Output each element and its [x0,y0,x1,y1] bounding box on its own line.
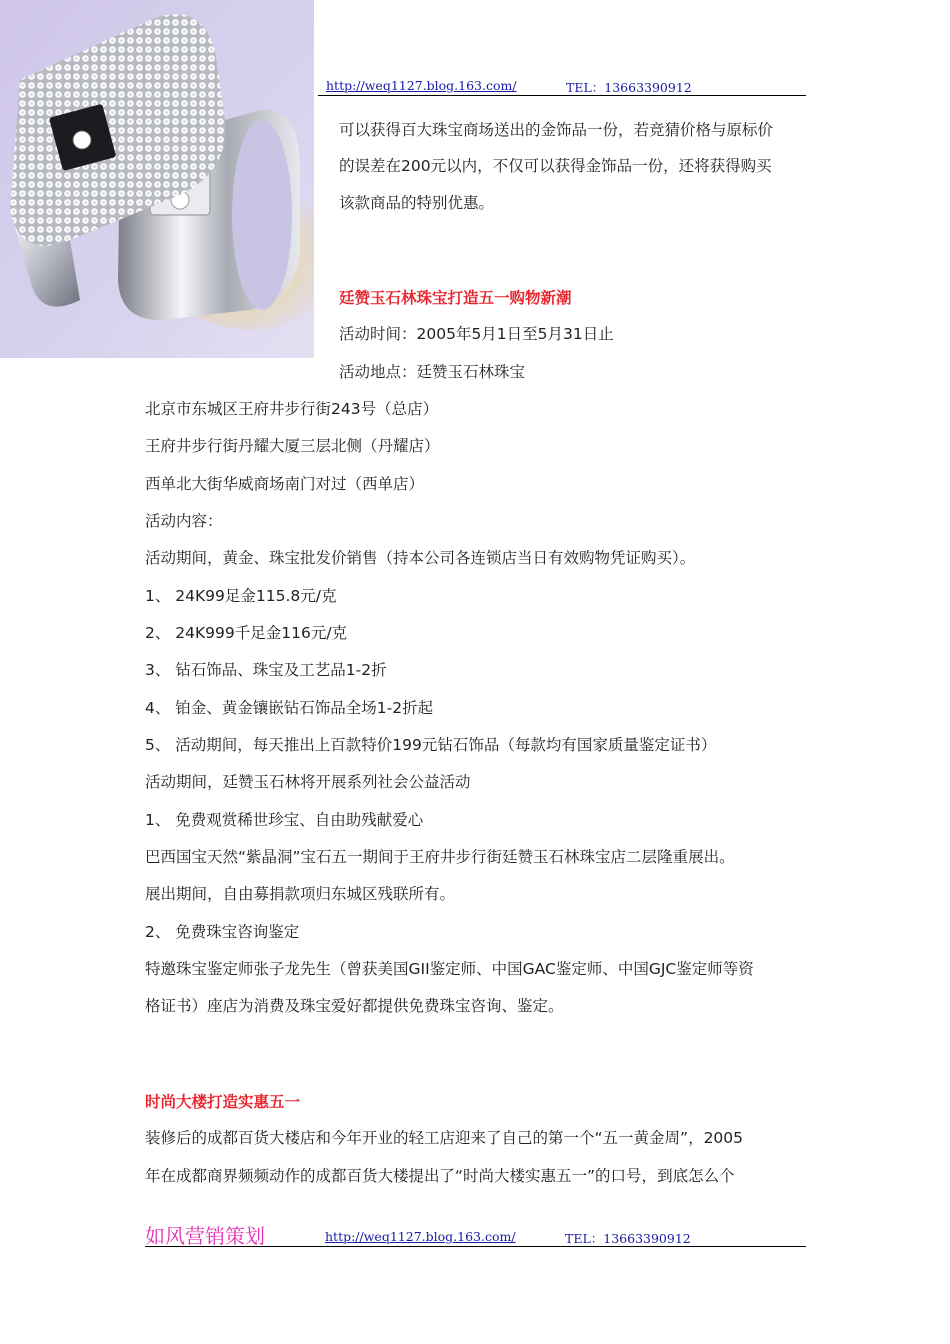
footer-tel: TEL：13663390912 [565,1231,691,1246]
jewelry-ring-photo [0,0,314,358]
list-item: 2、 免费珠宝咨询鉴定 [145,923,300,941]
paragraph-line: 北京市东城区王府井步行街243号（总店） [145,400,439,418]
list-item: 3、 钻石饰品、珠宝及工艺品1-2折 [145,661,387,679]
list-item: 2、 24K999千足金116元/克 [145,624,348,642]
section-heading: 时尚大楼打造实惠五一 [145,1093,301,1111]
page-header [318,78,806,96]
header-tel: TEL：13663390912 [566,80,692,95]
list-item: 1、 免费观赏稀世珍宝、自由助残献爱心 [145,811,424,829]
header-url-link[interactable]: http://weq1127.blog.163.com/ [326,78,517,93]
list-item: 4、 铂金、黄金镶嵌钻石饰品全场1-2折起 [145,699,434,717]
paragraph-line: 的误差在200元以内，不仅可以获得金饰品一份，还将获得购买 [339,157,772,175]
footer-url-link[interactable]: http://weq1127.blog.163.com/ [325,1229,516,1244]
paragraph-line: 活动期间，廷赞玉石林将开展系列社会公益活动 [145,773,471,791]
paragraph-line: 展出期间，自由募捐款项归东城区残联所有。 [145,885,456,903]
list-item: 5、 活动期间，每天推出上百款特价199元钻石饰品（每款均有国家质量鉴定证书） [145,736,717,754]
paragraph-line: 装修后的成都百货大楼店和今年开业的轻工店迎来了自己的第一个“五一黄金周”，2005 [145,1129,744,1147]
paragraph-line: 巴西国宝天然“紫晶洞”宝石五一期间于王府井步行街廷赞玉石林珠宝店二层隆重展出。 [145,848,735,866]
paragraph-line: 可以获得百大珠宝商场送出的金饰品一份，若竞猜价格与原标价 [339,121,774,139]
footer-brand: 如风营销策划 [145,1224,265,1248]
page-footer [145,1220,806,1247]
paragraph-line: 年在成都商界频频动作的成都百货大楼提出了“时尚大楼实惠五一”的口号，到底怎么个 [145,1167,735,1185]
paragraph-line: 活动内容： [145,512,223,530]
paragraph-line: 活动地点：廷赞玉石林珠宝 [339,363,526,381]
paragraph-line: 活动期间，黄金、珠宝批发价销售（持本公司各连锁店当日有效购物凭证购买）。 [145,549,696,567]
paragraph-line: 该款商品的特别优惠。 [339,194,495,212]
paragraph-line: 西单北大街华威商场南门对过（西单店） [145,475,425,493]
paragraph-line: 王府井步行街丹耀大厦三层北侧（丹耀店） [145,437,440,455]
paragraph-line: 格证书）座店为消费及珠宝爱好都提供免费珠宝咨询、鉴定。 [145,997,564,1015]
list-item: 1、 24K99足金115.8元/克 [145,587,337,605]
paragraph-line: 特邀珠宝鉴定师张子龙先生（曾获美国GII鉴定师、中国GAC鉴定师、中国GJC鉴定师等资 [145,960,754,978]
paragraph-line: 活动时间：2005年5月1日至5月31日止 [339,325,614,343]
section-heading: 廷赞玉石林珠宝打造五一购物新潮 [339,289,572,307]
